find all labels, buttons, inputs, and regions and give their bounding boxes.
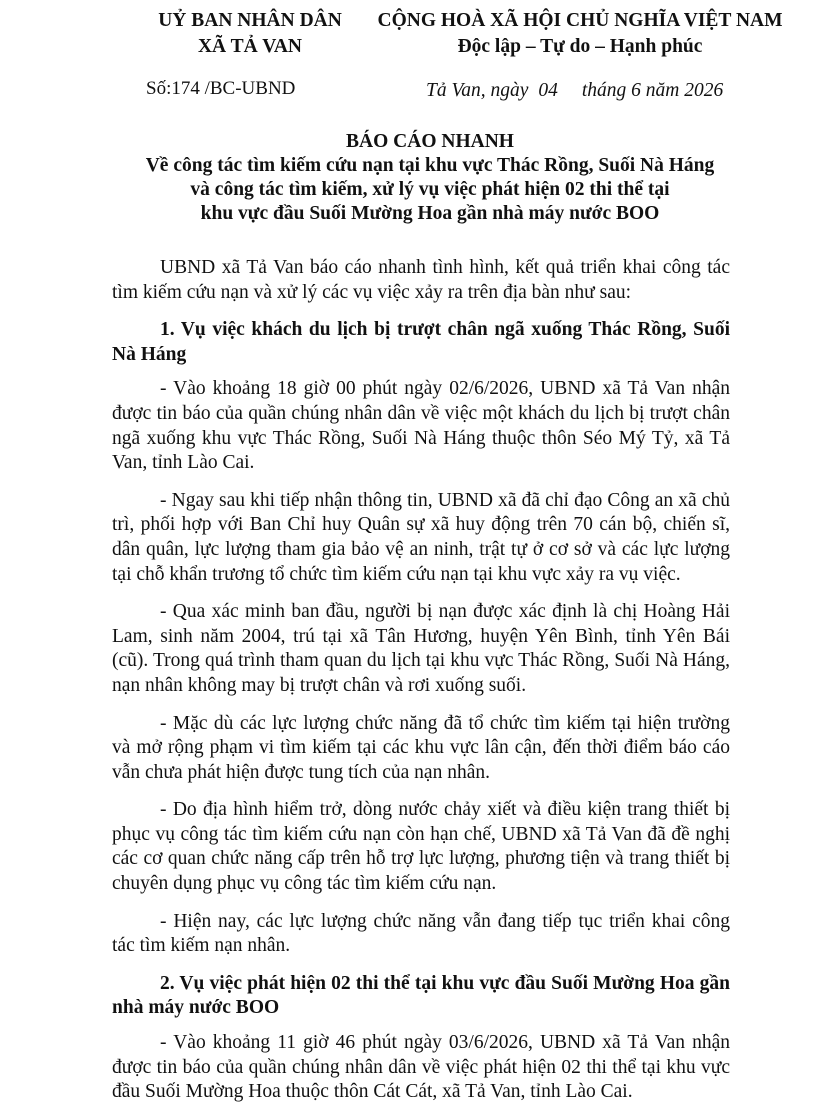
national-header (360, 9, 800, 59)
issuer-header (120, 9, 380, 59)
issuer-name: UỶ BAN NHÂN DÂN (158, 10, 342, 31)
report-title (100, 130, 760, 226)
report-body (112, 256, 730, 1118)
report-subtitle-line2: và công tác tìm kiếm, xử lý vụ việc phát hiện 02 thi thể tại (190, 179, 670, 200)
section2-heading: 2. Vụ việc phát hiện 02 thi thể tại khu vực đầu Suối Mường Hoa gần nhà máy nước BOO (112, 972, 730, 1019)
section1-paragraph-1: - Vào khoảng 18 giờ 00 phút ngày 02/6/2026, UBND xã Tả Van nhận được tin báo của quần chúng nhân dân về việc một khách du lịch bị trượt chân ngã xuống khu vực Thác Rồng, Suối Nà Háng thuộc thôn Séo Mý Tỷ, xã Tả Van, tỉnh Lào Cai. (112, 378, 730, 474)
section1-paragraph-4: - Mặc dù các lực lượng chức năng đã tổ chức tìm kiếm tại hiện trường và mở rộng phạm vi tìm kiếm tại các khu vực lân cận, đến thời điểm báo cáo vẫn chưa phát hiện được tung tích của nạn nhân. (112, 712, 730, 783)
section1-heading: 1. Vụ việc khách du lịch bị trượt chân ngã xuống Thác Rồng, Suối Nà Háng (112, 319, 730, 365)
section2-paragraph-1: - Vào khoảng 11 giờ 46 phút ngày 03/6/2026, UBND xã Tả Van nhận được tin báo của quần chúng nhân dân về việc phát hiện 02 thi thể tại khu vực đầu Suối Mường Hoa thuộc thôn Cát Cát, xã Tả Van, tỉnh Lào Cai. (112, 1032, 730, 1103)
issuer-commune: XÃ TẢ VAN (197, 36, 303, 57)
section1-paragraph-5: - Do địa hình hiểm trở, dòng nước chảy xiết và điều kiện trang thiết bị phục vụ công tác tìm kiếm cứu nạn còn hạn chế, UBND xã Tả Van đã đề nghị các cơ quan chức năng cấp trên hỗ trợ lực lượng, phương tiện và trang thiết bị chuyên dụng phục vụ công tác tìm kiếm cứu nạn. (112, 799, 730, 895)
report-title-main: BÁO CÁO NHANH (346, 131, 514, 152)
national-title: CỘNG HOÀ XÃ HỘI CHỦ NGHĨA VIỆT NAM (377, 10, 783, 31)
document-number: Số:174 /BC-UBND (146, 78, 296, 99)
national-motto: Độc lập – Tự do – Hạnh phúc (457, 36, 703, 57)
place-date (426, 80, 723, 102)
report-subtitle-line3: khu vực đầu Suối Mường Hoa gần nhà máy nước BOO (200, 203, 660, 224)
section1-paragraph-3: - Qua xác minh ban đầu, người bị nạn được xác định là chị Hoàng Hải Lam, sinh năm 2004, trú tại xã Tân Hương, huyện Yên Bình, tỉnh Yên Bái (cũ). Trong quá trình tham quan du lịch tại khu vực Thác Rồng, Suối Nà Háng, nạn nhân không may bị trượt chân và rơi xuống suối. (112, 601, 730, 696)
section1-paragraph-2: - Ngay sau khi tiếp nhận thông tin, UBND xã đã chỉ đạo Công an xã chủ trì, phối hợp với Ban Chỉ huy Quân sự xã huy động trên 70 cán bộ, chiến sĩ, dân quân, lực lượng tham gia bảo vệ an ninh, trật tự ở cơ sở và các lực lượng tại chỗ khẩn trương tổ chức tìm kiếm cứu nạn tại khu vực xảy ra vụ việc. (112, 489, 730, 585)
section1-paragraph-6: - Hiện nay, các lực lượng chức năng vẫn đang tiếp tục triển khai công tác tìm kiếm nạn nhân. (112, 910, 730, 957)
place-date-day: 04 (538, 80, 558, 101)
report-subtitle-line1: Về công tác tìm kiếm cứu nạn tại khu vực Thác Rồng, Suối Nà Háng (145, 155, 715, 176)
place-date-month-year: tháng 6 năm 2026 (581, 80, 724, 101)
place-date-prefix: Tả Van, ngày (426, 80, 529, 101)
intro-paragraph: UBND xã Tả Van báo cáo nhanh tình hình, kết quả triển khai công tác tìm kiếm cứu nạn và xử lý các vụ việc xảy ra trên địa bàn như sau: (112, 257, 730, 303)
